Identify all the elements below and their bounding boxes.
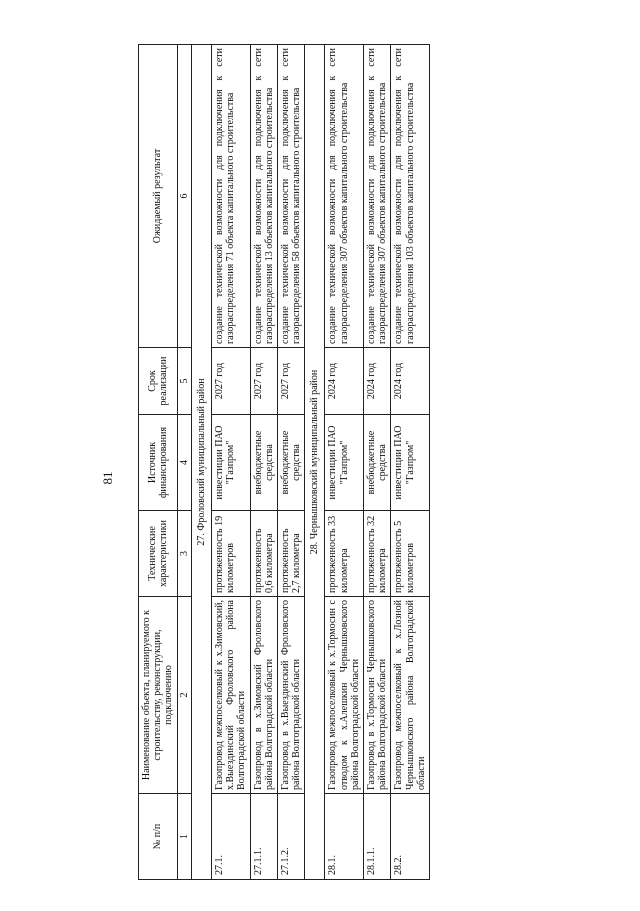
- tech-specs: протяженность 2,7 километра: [277, 511, 304, 597]
- table-header-row: [139, 45, 178, 880]
- row-number: 28.1.: [325, 794, 364, 880]
- tech-specs: протяженность 5 километров: [391, 511, 430, 597]
- funding-source: инвестиции ПАО "Газпром": [391, 415, 430, 511]
- term: 2027 год: [277, 348, 304, 415]
- tech-specs: протяженность 33 километра: [325, 511, 364, 597]
- tech-specs: протяженность 0,6 километра: [250, 511, 277, 597]
- object-name: Газопровод в х.Зимовский Фроловского района Волгоградской области: [250, 597, 277, 794]
- column-number-row: [177, 45, 191, 880]
- expected-result: создание технической возможности для подключения к сети газораспределения 307 объектов капитального строительства: [364, 45, 391, 348]
- table-row: [211, 45, 250, 880]
- expected-result: создание технической возможности для подключения к сети газораспределения 13 объектов капитального строительства: [250, 45, 277, 348]
- header-tech-specs: Технические характеристики: [139, 511, 178, 597]
- expected-result: создание технической возможности для подключения к сети газораспределения 71 объекта капитального строительства: [211, 45, 250, 348]
- term: 2027 год: [211, 348, 250, 415]
- table-row: [364, 45, 391, 880]
- term: 2024 год: [325, 348, 364, 415]
- object-name: Газопровод межпоселковый к х.Тормосин с отводом к х.Алешкин Чернышковского района Волгоградской области: [325, 597, 364, 794]
- section-row: [191, 45, 211, 880]
- funding-source: внебюджетные средства: [250, 415, 277, 511]
- object-name: Газопровод в х.Выездинский Фроловского района Волгоградской области: [277, 597, 304, 794]
- object-name: Газопровод в х.Тормосин Чернышковского района Волгоградской области: [364, 597, 391, 794]
- section-title: 28. Чернышковский муниципальный район: [305, 45, 325, 880]
- row-number: 27.1.2.: [277, 794, 304, 880]
- header-object-name: Наименование объекта, планируемого к строительству, реконструкции, подключению: [139, 597, 178, 794]
- column-number: 1: [177, 794, 191, 880]
- header-funding-source: Источник финансирования: [139, 415, 178, 511]
- header-number: № п/п: [139, 794, 178, 880]
- object-name: Газопровод межпоселковый к х.Лозной Чернышковского района Волгоградской области: [391, 597, 430, 794]
- expected-result: создание технической возможности для подключения к сети газораспределения 307 объектов капитального строительства: [325, 45, 364, 348]
- table-row: [325, 45, 364, 880]
- column-number: 6: [177, 45, 191, 348]
- column-number: 5: [177, 348, 191, 415]
- expected-result: создание технической возможности для подключения к сети газораспределения 58 объектов капитального строительства: [277, 45, 304, 348]
- funding-source: внебюджетные средства: [277, 415, 304, 511]
- section-title: 27. Фроловский муниципальный район: [191, 45, 211, 880]
- row-number: 27.1.1.: [250, 794, 277, 880]
- gas-pipeline-table: [138, 44, 430, 880]
- header-term: Срок реализации: [139, 348, 178, 415]
- funding-source: инвестиции ПАО "Газпром": [211, 415, 250, 511]
- tech-specs: протяженность 32 километра: [364, 511, 391, 597]
- object-name: Газопровод межпоселковый к х.Зимовский, х.Выездинский Фроловского района Волгоградской области: [211, 597, 250, 794]
- term: 2024 год: [364, 348, 391, 415]
- column-number: 3: [177, 511, 191, 597]
- column-number: 4: [177, 415, 191, 511]
- header-expected-result: Ожидаемый результат: [139, 45, 178, 348]
- row-number: 28.2.: [391, 794, 430, 880]
- table-row: [391, 45, 430, 880]
- funding-source: внебюджетные средства: [364, 415, 391, 511]
- term: 2027 год: [250, 348, 277, 415]
- row-number: 28.1.1.: [364, 794, 391, 880]
- term: 2024 год: [391, 348, 430, 415]
- page-number: 81: [100, 471, 115, 485]
- column-number: 2: [177, 597, 191, 794]
- funding-source: инвестиции ПАО "Газпром": [325, 415, 364, 511]
- table-row: [250, 45, 277, 880]
- row-number: 27.1.: [211, 794, 250, 880]
- expected-result: создание технической возможности для подключения к сети газораспределения 103 объектов капитального строительства: [391, 45, 430, 348]
- section-row: [305, 45, 325, 880]
- rotated-page: [138, 45, 530, 880]
- tech-specs: протяженность 19 километров: [211, 511, 250, 597]
- table-row: [277, 45, 304, 880]
